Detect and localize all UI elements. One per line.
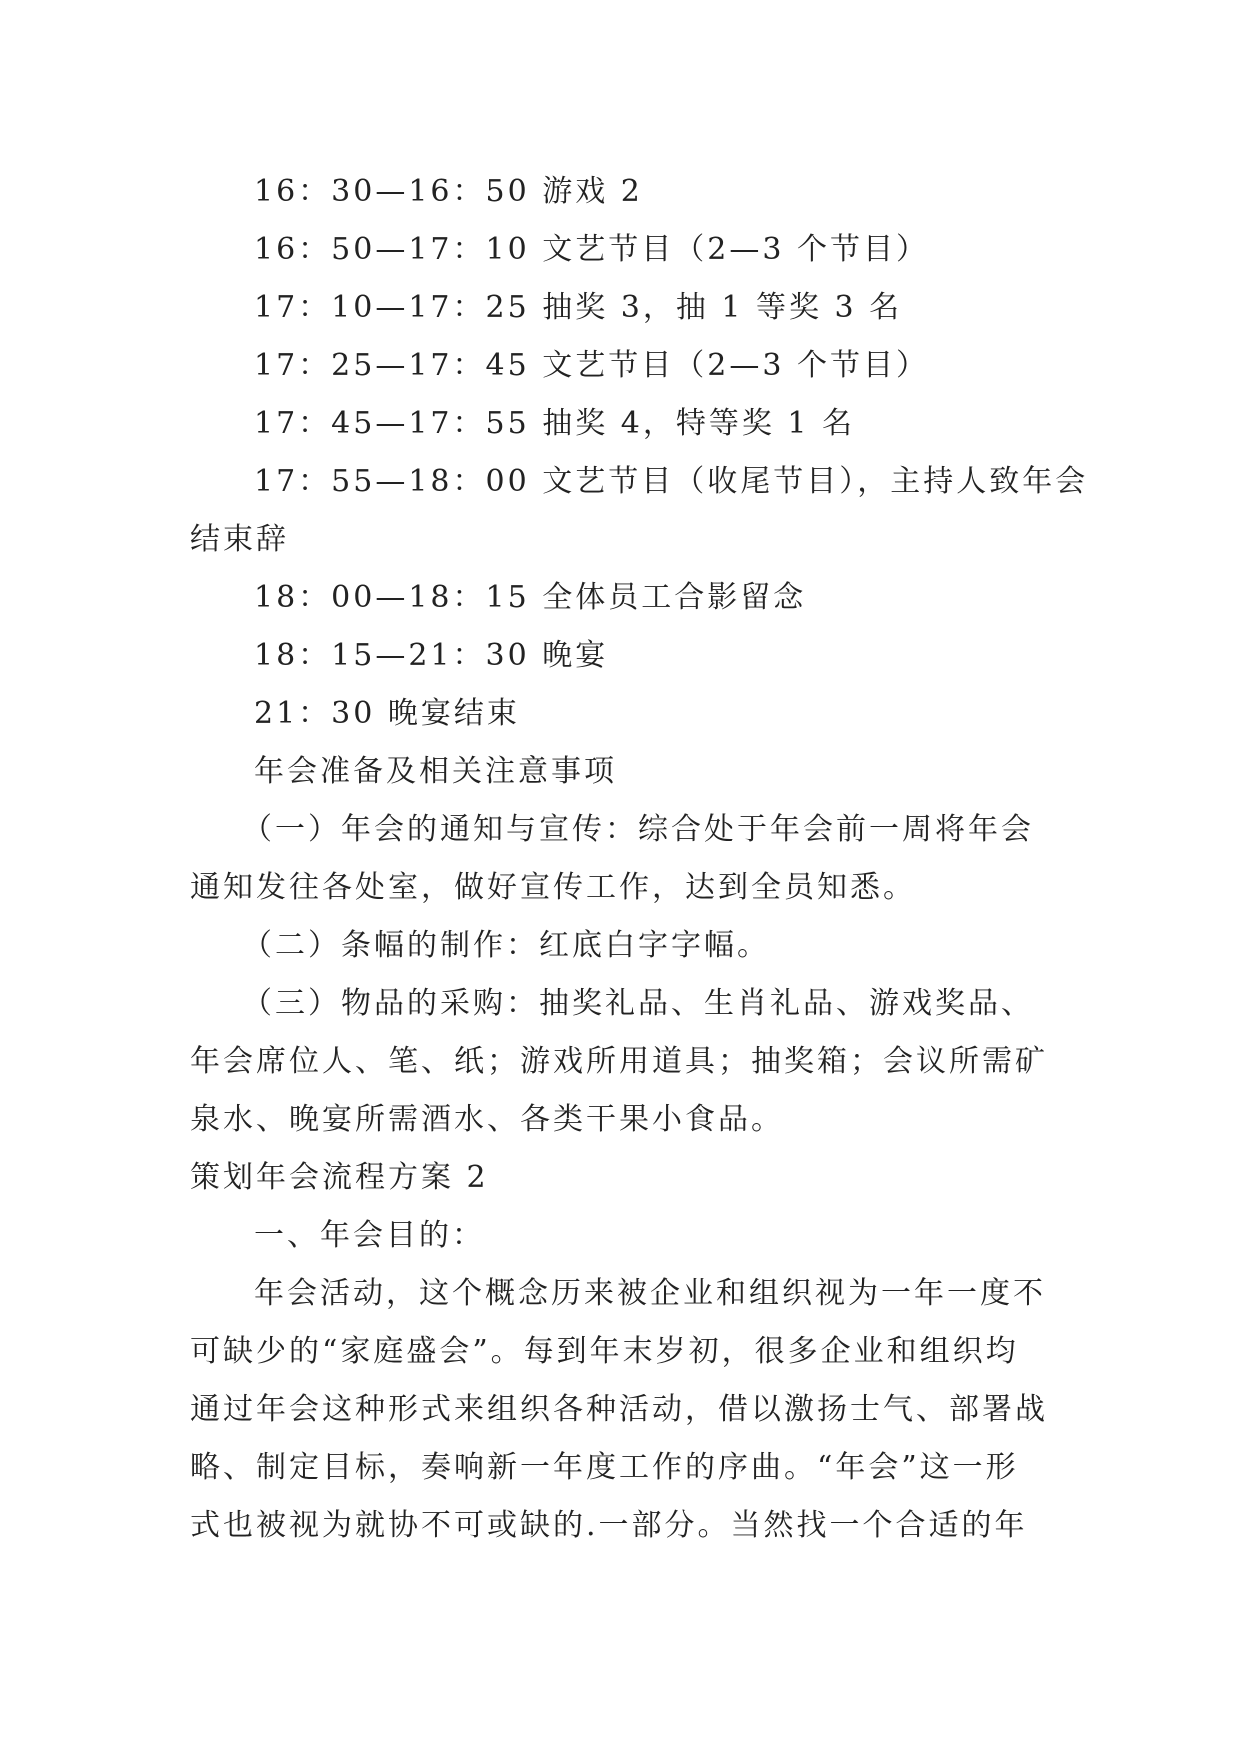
schedule-line: 17：45—17：55 抽奖 4，特等奖 1 名 [254, 406, 856, 441]
document-title: 策划年会流程方案 2 [190, 1160, 489, 1195]
schedule-line: 21：30 晚宴结束 [254, 696, 520, 731]
schedule-line: 16：30—16：50 游戏 2 [254, 174, 643, 209]
schedule-line: 17：25—17：45 文艺节目（2—3 个节目） [254, 348, 929, 383]
paragraph-line: （三）物品的采购：抽奖礼品、生肖礼品、游戏奖品、 [242, 986, 1034, 1021]
subsection-heading: 一、年会目的： [254, 1218, 485, 1253]
paragraph-line: 式也被视为就协不可或缺的.一部分。当然找一个合适的年 [190, 1508, 1028, 1543]
paragraph-line: 略、制定目标，奏响新一年度工作的序曲。“年会”这一形 [190, 1450, 1019, 1485]
document-body [190, 163, 1089, 1555]
paragraph-line: 泉水、晚宴所需酒水、各类干果小食品。 [190, 1102, 784, 1137]
paragraph-line: （一）年会的通知与宣传：综合处于年会前一周将年会 [242, 812, 1034, 847]
schedule-line: 17：10—17：25 抽奖 3，抽 1 等奖 3 名 [254, 290, 903, 325]
schedule-line: 18：15—21：30 晚宴 [254, 638, 609, 673]
schedule-line: 18：00—18：15 全体员工合影留念 [254, 580, 807, 615]
paragraph-line: 年会席位人、笔、纸；游戏所用道具；抽奖箱；会议所需矿 [190, 1044, 1048, 1079]
paragraph-line: （二）条幅的制作：红底白字字幅。 [242, 928, 770, 963]
section-heading: 年会准备及相关注意事项 [254, 754, 617, 789]
paragraph-line: 通过年会这种形式来组织各种活动，借以激扬士气、部署战 [190, 1392, 1048, 1427]
schedule-line: 16：50—17：10 文艺节目（2—3 个节目） [254, 232, 929, 267]
paragraph-line: 可缺少的“家庭盛会”。每到年末岁初，很多企业和组织均 [190, 1334, 1019, 1369]
paragraph-line: 年会活动，这个概念历来被企业和组织视为一年一度不 [254, 1276, 1046, 1311]
schedule-line-continued: 结束辞 [190, 522, 289, 557]
schedule-line: 17：55—18：00 文艺节目（收尾节目），主持人致年会 [254, 464, 1089, 499]
paragraph-line: 通知发往各处室，做好宣传工作，达到全员知悉。 [190, 870, 916, 905]
